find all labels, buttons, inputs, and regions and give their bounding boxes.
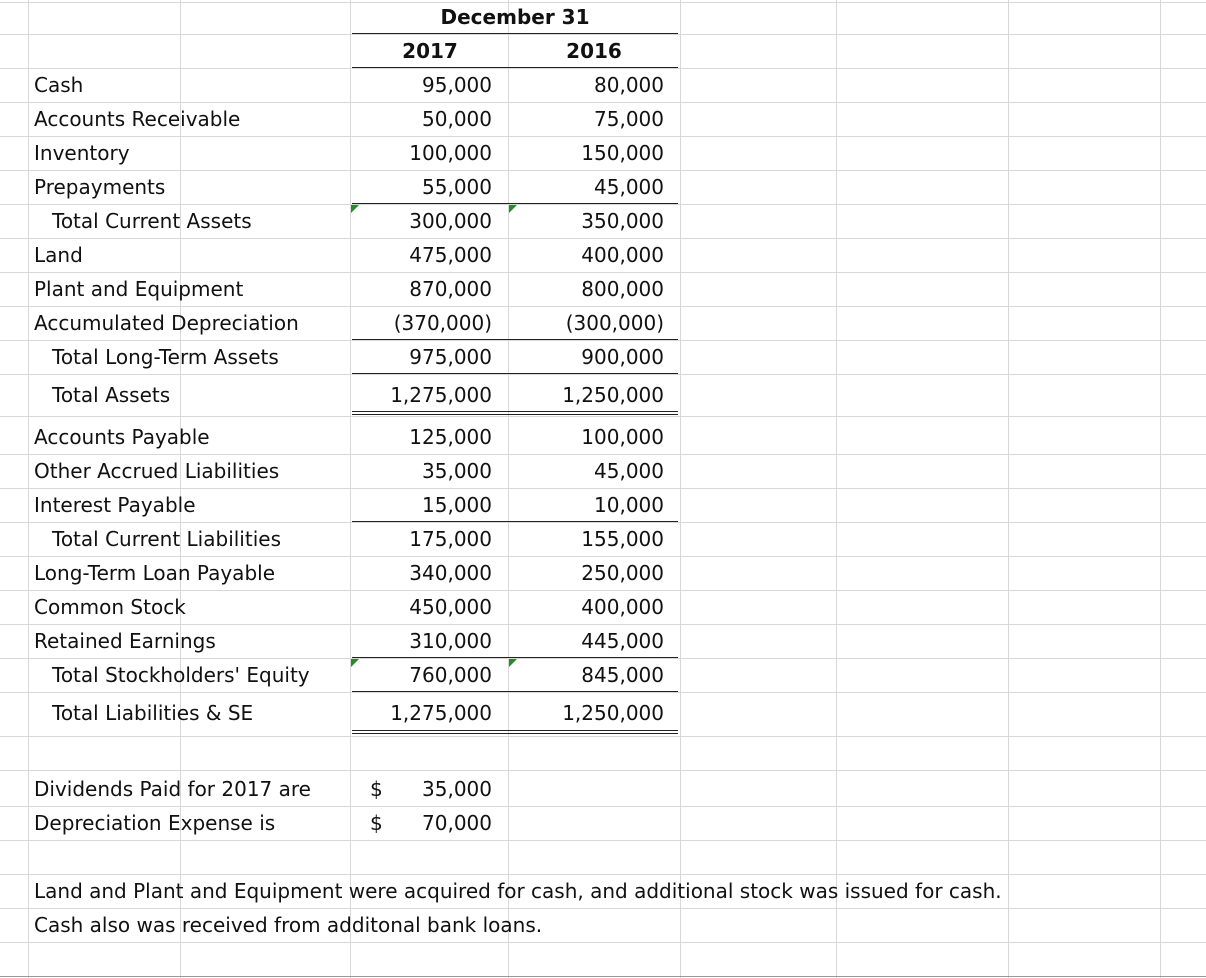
cell-2017[interactable]: 300,000	[409, 209, 492, 233]
cell-2016[interactable]: 75,000	[594, 107, 664, 131]
grid-line	[28, 0, 29, 978]
cell-2016[interactable]: 10,000	[594, 493, 664, 517]
cell-2016[interactable]: 400,000	[581, 243, 664, 267]
cell-2016[interactable]: 350,000	[581, 209, 664, 233]
cell-2017[interactable]: 310,000	[409, 629, 492, 653]
cell-2016[interactable]: 155,000	[581, 527, 664, 551]
cell-2016[interactable]: 45,000	[594, 459, 664, 483]
row-label-accounts-payable[interactable]: Accounts Payable	[34, 425, 210, 449]
depreciation-label[interactable]: Depreciation Expense is	[34, 811, 276, 835]
grid-line	[1008, 0, 1009, 978]
row-label-plant-and-equipment[interactable]: Plant and Equipment	[34, 277, 244, 301]
cell-2016[interactable]: 250,000	[581, 561, 664, 585]
cell-2017[interactable]: 95,000	[422, 73, 492, 97]
row-label-total-current-assets[interactable]: Total Current Assets	[52, 209, 252, 233]
row-label-total-stockholders-equity[interactable]: Total Stockholders' Equity	[52, 663, 310, 687]
grid-line	[508, 0, 509, 978]
row-label-inventory[interactable]: Inventory	[34, 141, 130, 165]
header-title[interactable]: December 31	[440, 5, 590, 29]
row-label-accounts-receivable[interactable]: Accounts Receivable	[34, 107, 241, 131]
row-label-long-term-loan-payable[interactable]: Long-Term Loan Payable	[34, 561, 275, 585]
cell-2017[interactable]: 55,000	[422, 175, 492, 199]
row-label-cash[interactable]: Cash	[34, 73, 84, 97]
grid-line	[350, 0, 351, 978]
row-label-accumulated-depreciation[interactable]: Accumulated Depreciation	[34, 311, 299, 335]
cell-2017[interactable]: 870,000	[409, 277, 492, 301]
cell-2016[interactable]: 400,000	[581, 595, 664, 619]
cell-2016[interactable]: 1,250,000	[562, 383, 664, 407]
cell-2016[interactable]: 845,000	[581, 663, 664, 687]
cell-2016[interactable]: 800,000	[581, 277, 664, 301]
row-label-common-stock[interactable]: Common Stock	[34, 595, 186, 619]
row-label-prepayments[interactable]: Prepayments	[34, 175, 166, 199]
cell-2017[interactable]: 450,000	[409, 595, 492, 619]
cell-2017[interactable]: 975,000	[409, 345, 492, 369]
cell-2016[interactable]: 900,000	[581, 345, 664, 369]
dividends-label[interactable]: Dividends Paid for 2017 are	[34, 777, 311, 801]
header-underline	[352, 33, 678, 34]
header-year-2016[interactable]: 2016	[566, 39, 622, 63]
double-underline	[352, 730, 678, 734]
cell-2016[interactable]: 150,000	[581, 141, 664, 165]
depreciation-currency[interactable]: $	[370, 811, 383, 835]
cell-2017[interactable]: 35,000	[422, 459, 492, 483]
row-label-total-assets[interactable]: Total Assets	[52, 383, 171, 407]
header-year-2017[interactable]: 2017	[402, 39, 458, 63]
cell-2016[interactable]: 45,000	[594, 175, 664, 199]
row-label-total-liabilities-se[interactable]: Total Liabilities & SE	[52, 701, 254, 725]
cell-2017[interactable]: 340,000	[409, 561, 492, 585]
row-label-land[interactable]: Land	[34, 243, 83, 267]
grid-line	[836, 0, 837, 978]
cell-2016[interactable]: 445,000	[581, 629, 664, 653]
row-label-other-accrued-liabilities[interactable]: Other Accrued Liabilities	[34, 459, 280, 483]
subtotal-underline	[352, 373, 678, 374]
row-label-total-long-term-assets[interactable]: Total Long-Term Assets	[52, 345, 279, 369]
cell-2016[interactable]: 80,000	[594, 73, 664, 97]
row-label-interest-payable[interactable]: Interest Payable	[34, 493, 196, 517]
grid-line	[1160, 0, 1161, 978]
cell-2017[interactable]: 100,000	[409, 141, 492, 165]
cell-2017[interactable]: 15,000	[422, 493, 492, 517]
cell-2017[interactable]: 125,000	[409, 425, 492, 449]
note-line-2[interactable]: Cash also was received from additonal bank loans.	[34, 913, 543, 937]
cell-2017[interactable]: 1,275,000	[390, 701, 492, 725]
cell-2016[interactable]: 100,000	[581, 425, 664, 449]
cell-2017[interactable]: 1,275,000	[390, 383, 492, 407]
dividends-currency[interactable]: $	[370, 777, 383, 801]
cell-2017[interactable]: 175,000	[409, 527, 492, 551]
depreciation-value[interactable]: 70,000	[422, 811, 492, 835]
dividends-value[interactable]: 35,000	[422, 777, 492, 801]
grid-line	[680, 0, 681, 978]
cell-2017[interactable]: (370,000)	[393, 311, 492, 335]
subtotal-underline	[352, 691, 678, 692]
note-line-1[interactable]: Land and Plant and Equipment were acquired for cash, and additional stock was issued for cash.	[34, 879, 1002, 903]
double-underline	[352, 411, 678, 415]
cell-2017[interactable]: 50,000	[422, 107, 492, 131]
cell-2016[interactable]: (300,000)	[565, 311, 664, 335]
cell-2016[interactable]: 1,250,000	[562, 701, 664, 725]
cell-2017[interactable]: 475,000	[409, 243, 492, 267]
row-label-retained-earnings[interactable]: Retained Earnings	[34, 629, 216, 653]
row-label-total-current-liabilities[interactable]: Total Current Liabilities	[52, 527, 281, 551]
cell-2017[interactable]: 760,000	[409, 663, 492, 687]
